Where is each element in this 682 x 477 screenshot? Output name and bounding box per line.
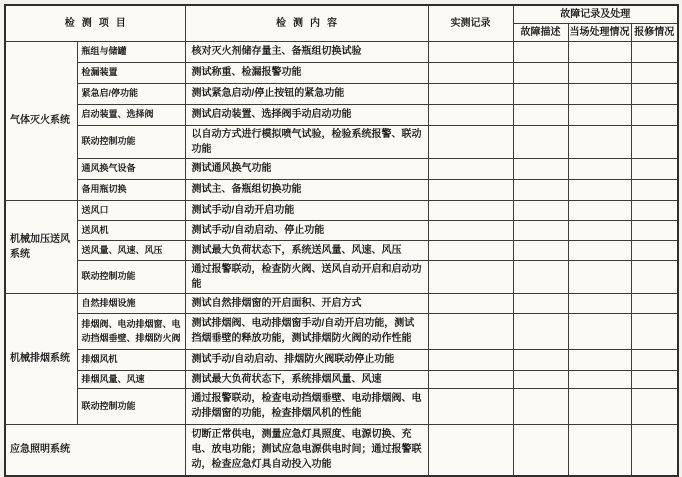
record-cell	[428, 158, 513, 179]
record-cell	[428, 370, 513, 388]
record-cell	[428, 104, 513, 125]
record-cell	[428, 313, 513, 349]
fault-desc-cell	[513, 41, 568, 62]
section-cell-pressurized-air: 机械加压送风系统	[5, 200, 77, 293]
table-row	[5, 240, 678, 260]
fault-desc-cell	[513, 370, 568, 388]
repair-cell	[631, 349, 678, 370]
repair-cell	[631, 200, 678, 220]
fault-desc-cell	[513, 313, 568, 349]
scanned-page	[0, 4, 682, 471]
table-row	[5, 370, 678, 388]
repair-cell	[631, 62, 678, 83]
table-row	[5, 125, 678, 158]
fault-desc-cell	[513, 220, 568, 240]
header-onsite: 当场处理情况	[568, 23, 631, 41]
item-cell: 排烟阀、电动排烟窗、电动挡烟垂壁、排烟防火阀	[77, 313, 185, 349]
onsite-cell	[568, 220, 631, 240]
content-cell: 以自动方式进行模拟喷气试验，检验系统报警、联动功能	[185, 125, 428, 158]
content-cell: 测试主、备瓶组切换功能	[185, 179, 428, 200]
header-repair: 报修情况	[631, 23, 678, 41]
record-cell	[428, 179, 513, 200]
table-row	[5, 104, 678, 125]
repair-cell	[631, 104, 678, 125]
fault-desc-cell	[513, 349, 568, 370]
header-content: 检测内容	[185, 5, 428, 41]
table-row	[5, 41, 678, 62]
onsite-cell	[568, 125, 631, 158]
fault-desc-cell	[513, 293, 568, 313]
section-cell-smoke-extraction: 机械排烟系统	[5, 293, 77, 424]
table-row	[5, 158, 678, 179]
content-cell: 测试称重、检漏报警功能	[185, 62, 428, 83]
content-cell: 测试手动/自动开启功能	[185, 200, 428, 220]
fault-desc-cell	[513, 240, 568, 260]
item-cell: 送风量、风速、风压	[77, 240, 185, 260]
onsite-cell	[568, 41, 631, 62]
onsite-cell	[568, 349, 631, 370]
fault-desc-cell	[513, 179, 568, 200]
repair-cell	[631, 125, 678, 158]
content-cell: 测试自然排烟窗的开启面积、开启方式	[185, 293, 428, 313]
content-cell: 测试紧急启动/停止按钮的紧急功能	[185, 83, 428, 104]
repair-cell	[631, 293, 678, 313]
content-cell: 核对灭火剂储存量主、备瓶组切换试验	[185, 41, 428, 62]
record-cell	[428, 240, 513, 260]
header-record: 实测记录	[428, 5, 513, 41]
header-fault-group: 故障记录及处理	[513, 5, 678, 23]
repair-cell	[631, 240, 678, 260]
onsite-cell	[568, 370, 631, 388]
record-cell	[428, 220, 513, 240]
repair-cell	[631, 424, 678, 476]
onsite-cell	[568, 179, 631, 200]
repair-cell	[631, 220, 678, 240]
table-row	[5, 83, 678, 104]
content-cell: 测试排烟阀、电动排烟窗手动/自动开启功能，测试挡烟垂壁的释放功能，测试排烟防火阀的动作性能	[185, 313, 428, 349]
record-cell	[428, 388, 513, 424]
fault-desc-cell	[513, 62, 568, 83]
item-cell: 自然排烟设施	[77, 293, 185, 313]
record-cell	[428, 83, 513, 104]
fault-desc-cell	[513, 83, 568, 104]
content-cell: 通过报警联动，检查防火阀、送风自动开启和启动功能	[185, 260, 428, 293]
fault-desc-cell	[513, 388, 568, 424]
onsite-cell	[568, 424, 631, 476]
onsite-cell	[568, 200, 631, 220]
content-cell: 切断正常供电，测量应急灯具照度、电源切换、充电、放电功能；测试应急电源供电时间；通过报警联动，检查应急灯具自动投入功能	[185, 424, 428, 476]
section-cell-gas: 气体灭火系统	[5, 41, 77, 200]
content-cell: 测试手动/自动启动、停止功能	[185, 220, 428, 240]
item-cell: 送风机	[77, 220, 185, 240]
header-project: 检测项目	[5, 5, 185, 41]
record-cell	[428, 349, 513, 370]
item-cell: 检漏装置	[77, 62, 185, 83]
fault-desc-cell	[513, 424, 568, 476]
onsite-cell	[568, 104, 631, 125]
content-cell: 测试通风换气功能	[185, 158, 428, 179]
record-cell	[428, 41, 513, 62]
table-row	[5, 293, 678, 313]
item-cell: 排烟风量、风速	[77, 370, 185, 388]
onsite-cell	[568, 313, 631, 349]
repair-cell	[631, 313, 678, 349]
content-cell: 通过报警联动，检查电动挡烟垂壁、电动排烟阀、电动排烟窗的功能，检查排烟风机的性能	[185, 388, 428, 424]
table-row	[5, 200, 678, 220]
onsite-cell	[568, 158, 631, 179]
item-cell: 备用瓶切换	[77, 179, 185, 200]
item-cell: 联动控制功能	[77, 125, 185, 158]
table-row	[5, 388, 678, 424]
repair-cell	[631, 388, 678, 424]
table-row	[5, 220, 678, 240]
content-cell: 测试手动/自动启动、排烟防火阀联动停止功能	[185, 349, 428, 370]
repair-cell	[631, 260, 678, 293]
record-cell	[428, 260, 513, 293]
onsite-cell	[568, 62, 631, 83]
onsite-cell	[568, 83, 631, 104]
item-cell: 瓶组与储罐	[77, 41, 185, 62]
item-cell: 排烟风机	[77, 349, 185, 370]
fault-desc-cell	[513, 125, 568, 158]
content-cell: 测试最大负荷状态下，系统排烟风量、风速	[185, 370, 428, 388]
repair-cell	[631, 158, 678, 179]
repair-cell	[631, 83, 678, 104]
onsite-cell	[568, 240, 631, 260]
record-cell	[428, 424, 513, 476]
onsite-cell	[568, 293, 631, 313]
inspection-table	[4, 4, 679, 477]
item-cell: 通风换气设备	[77, 158, 185, 179]
header-fault-desc: 故障描述	[513, 23, 568, 41]
record-cell	[428, 293, 513, 313]
table-row	[5, 349, 678, 370]
repair-cell	[631, 370, 678, 388]
item-cell: 启动装置、选择阀	[77, 104, 185, 125]
onsite-cell	[568, 388, 631, 424]
item-cell: 紧急启/停功能	[77, 83, 185, 104]
item-cell: 联动控制功能	[77, 260, 185, 293]
table-row	[5, 179, 678, 200]
content-cell: 测试最大负荷状态下，系统送风量、风速、风压	[185, 240, 428, 260]
onsite-cell	[568, 260, 631, 293]
section-cell-emergency-lighting: 应急照明系统	[5, 424, 185, 476]
table-row	[5, 62, 678, 83]
fault-desc-cell	[513, 158, 568, 179]
record-cell	[428, 62, 513, 83]
repair-cell	[631, 179, 678, 200]
fault-desc-cell	[513, 104, 568, 125]
record-cell	[428, 200, 513, 220]
fault-desc-cell	[513, 200, 568, 220]
item-cell: 送风口	[77, 200, 185, 220]
repair-cell	[631, 41, 678, 62]
header-row-1	[5, 5, 678, 23]
record-cell	[428, 125, 513, 158]
item-cell: 联动控制功能	[77, 388, 185, 424]
content-cell: 测试启动装置、选择阀手动启动功能	[185, 104, 428, 125]
fault-desc-cell	[513, 260, 568, 293]
table-row	[5, 424, 678, 476]
table-row	[5, 313, 678, 349]
table-row	[5, 260, 678, 293]
